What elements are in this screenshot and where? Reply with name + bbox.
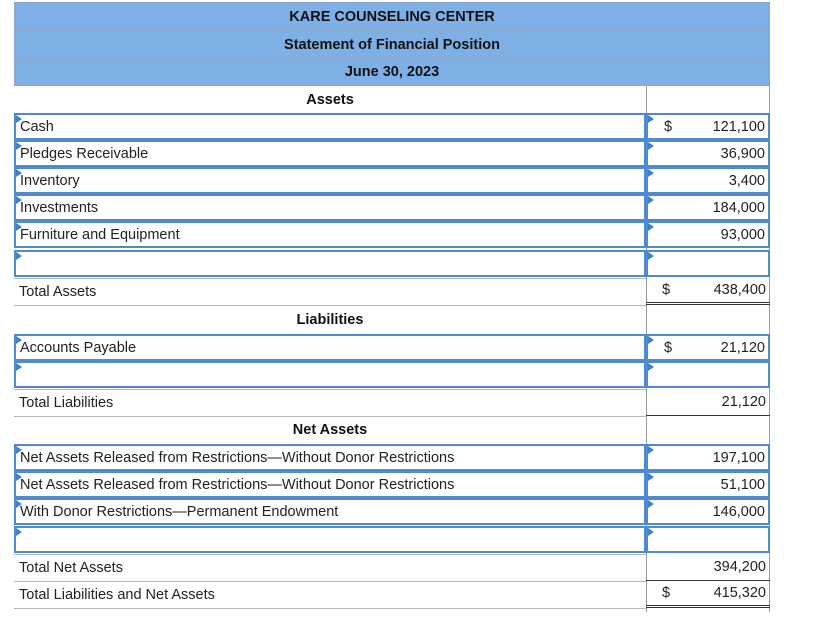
total-liabilities-net-assets-value: 415,320: [713, 585, 766, 601]
asset-label-input[interactable]: [14, 221, 646, 248]
total-liabilities-label: Total Liabilities: [19, 394, 114, 411]
input-marker-icon: [648, 363, 654, 371]
total-net-assets-amount: [646, 554, 770, 581]
input-marker-icon: [16, 196, 22, 204]
net-asset-amount: 146,000: [712, 503, 765, 520]
net-asset-label-input[interactable]: [14, 444, 646, 471]
input-marker-icon: [648, 500, 654, 508]
net-asset-amount: 197,100: [712, 449, 765, 466]
dollar-sign: $: [662, 282, 671, 298]
org-name-header: KARE COUNSELING CENTER: [14, 2, 770, 30]
asset-label: Pledges Receivable: [20, 145, 149, 162]
statement-title-header: Statement of Financial Position: [14, 30, 770, 58]
input-marker-icon: [648, 528, 654, 536]
total-liabilities-amount: [646, 389, 770, 416]
total-liabilities-net-assets-amount: [646, 581, 770, 608]
input-marker-icon: [648, 142, 654, 150]
asset-label: Investments: [20, 199, 99, 216]
input-marker-icon: [16, 252, 22, 260]
input-marker-icon: [648, 169, 654, 177]
asset-amount-input[interactable]: [646, 113, 770, 140]
total-assets-label: Total Assets: [19, 283, 97, 300]
total-net-assets-label: Total Net Assets: [19, 559, 123, 576]
net-asset-label-input[interactable]: [14, 471, 646, 498]
asset-amount-input[interactable]: [646, 167, 770, 194]
dollar-sign: $: [662, 585, 671, 601]
input-marker-icon: [648, 473, 654, 481]
asset-label: Furniture and Equipment: [20, 226, 180, 243]
input-marker-icon: [648, 252, 654, 260]
input-marker-icon: [16, 473, 22, 481]
dollar-sign: $: [664, 118, 673, 135]
asset-amount: 184,000: [712, 199, 765, 216]
input-marker-icon: [648, 115, 654, 123]
net-asset-label: With Donor Restrictions—Permanent Endowment: [20, 503, 339, 520]
net-asset-amount: 51,100: [720, 476, 765, 493]
statement-date-header: June 30, 2023: [14, 58, 770, 86]
input-marker-icon: [648, 196, 654, 204]
asset-label: Cash: [20, 118, 54, 135]
asset-amount: 3,400: [728, 172, 765, 189]
input-marker-icon: [16, 142, 22, 150]
input-marker-icon: [16, 528, 22, 536]
asset-label-input[interactable]: [14, 250, 646, 277]
input-marker-icon: [16, 336, 22, 344]
net-asset-label-input[interactable]: [14, 498, 646, 525]
divider: [14, 608, 646, 609]
liability-label-input[interactable]: [14, 361, 646, 388]
liability-amount-input[interactable]: [646, 334, 770, 361]
asset-amount-input[interactable]: [646, 221, 770, 248]
liability-label-input[interactable]: [14, 334, 646, 361]
input-marker-icon: [16, 500, 22, 508]
net-asset-label-input[interactable]: [14, 526, 646, 553]
net-assets-section-heading: Net Assets: [292, 422, 368, 438]
asset-amount-input[interactable]: [646, 140, 770, 167]
input-marker-icon: [648, 446, 654, 454]
liability-label: Accounts Payable: [20, 339, 137, 356]
asset-label-input[interactable]: [14, 167, 646, 194]
asset-label-input[interactable]: [14, 194, 646, 221]
input-marker-icon: [648, 336, 654, 344]
assets-section-heading: Assets: [306, 92, 354, 108]
net-asset-label: Net Assets Released from Restrictions—Without Donor Restrictions: [20, 476, 455, 493]
input-marker-icon: [648, 223, 654, 231]
liability-amount-input[interactable]: [646, 361, 770, 388]
input-marker-icon: [16, 446, 22, 454]
dollar-sign: $: [664, 339, 673, 356]
asset-label: Inventory: [20, 172, 80, 189]
asset-amount-input[interactable]: [646, 250, 770, 277]
asset-amount-input[interactable]: [646, 194, 770, 221]
total-liabilities-value: 21,120: [721, 394, 766, 410]
financial-statement-table: [14, 0, 770, 612]
input-marker-icon: [16, 115, 22, 123]
net-asset-amount-input[interactable]: [646, 471, 770, 498]
total-assets-value: 438,400: [713, 282, 766, 298]
net-asset-amount-input[interactable]: [646, 498, 770, 525]
total-liabilities-net-assets-label: Total Liabilities and Net Assets: [19, 586, 215, 603]
asset-amount: 36,900: [720, 145, 765, 162]
asset-label-input[interactable]: [14, 113, 646, 140]
net-asset-amount-input[interactable]: [646, 444, 770, 471]
net-asset-amount-input[interactable]: [646, 526, 770, 553]
total-net-assets-value: 394,200: [713, 559, 766, 575]
asset-label-input[interactable]: [14, 140, 646, 167]
total-assets-amount: [646, 278, 770, 305]
input-marker-icon: [16, 169, 22, 177]
input-marker-icon: [16, 363, 22, 371]
asset-amount: 121,100: [712, 118, 765, 135]
net-asset-label: Net Assets Released from Restrictions—Without Donor Restrictions: [20, 449, 455, 466]
input-marker-icon: [16, 223, 22, 231]
liability-amount: 21,120: [720, 339, 765, 356]
liabilities-section-heading: Liabilities: [296, 312, 364, 328]
asset-amount: 93,000: [720, 226, 765, 243]
